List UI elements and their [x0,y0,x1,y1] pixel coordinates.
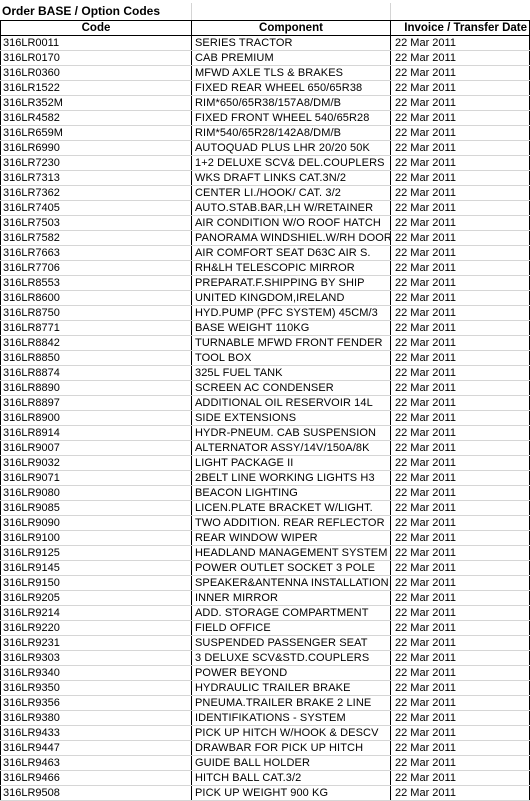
cell-code[interactable]: 316LR9090 [1,516,192,531]
cell-component[interactable]: POWER BEYOND [192,666,391,681]
cell-date[interactable]: 22 Mar 2011 [391,771,530,786]
cell-component[interactable]: ADD. STORAGE COMPARTMENT [192,606,391,621]
cell-component[interactable]: HYDRAULIC TRAILER BRAKE [192,681,391,696]
cell-code[interactable]: 316LR9303 [1,651,192,666]
cell-date[interactable]: 22 Mar 2011 [391,396,530,411]
cell-date[interactable]: 22 Mar 2011 [391,501,530,516]
cell-date[interactable]: 22 Mar 2011 [391,141,530,156]
table-row [1,651,530,666]
cell-date[interactable]: 22 Mar 2011 [391,126,530,141]
cell-component[interactable]: POWER OUTLET SOCKET 3 POLE [192,561,391,576]
cell-date[interactable]: 22 Mar 2011 [391,726,530,741]
cell-component[interactable]: IDENTIFIKATIONS - SYSTEM [192,711,391,726]
cell-component[interactable]: AUTO.STAB.BAR,LH W/RETAINER [192,201,391,216]
cell-component[interactable]: 1+2 DELUXE SCV& DEL.COUPLERS [192,156,391,171]
cell-code[interactable]: 316LR8553 [1,276,192,291]
table-row [1,396,530,411]
header-row [1,21,530,36]
cell-date[interactable]: 22 Mar 2011 [391,276,530,291]
cell-component[interactable]: RIM*540/65R28/142A8/DM/B [192,126,391,141]
cell-date[interactable]: 22 Mar 2011 [391,441,530,456]
cell-component[interactable]: DRAWBAR FOR PICK UP HITCH [192,741,391,756]
cell-component[interactable]: BEACON LIGHTING [192,486,391,501]
cell-code[interactable]: 316LR0170 [1,51,192,66]
cell-code[interactable]: 316LR659M [1,126,192,141]
table-row [1,531,530,546]
cell-component[interactable]: 3 DELUXE SCV&STD.COUPLERS [192,651,391,666]
option-codes-table [0,20,530,801]
cell-code[interactable]: 316LR9080 [1,486,192,501]
cell-code[interactable]: 316LR8750 [1,306,192,321]
cell-code[interactable]: 316LR7503 [1,216,192,231]
cell-code[interactable]: 316LR7405 [1,201,192,216]
cell-component[interactable]: RH&LH TELESCOPIC MIRROR [192,261,391,276]
cell-date[interactable]: 22 Mar 2011 [391,381,530,396]
cell-component[interactable]: AIR COMFORT SEAT D63C AIR S. [192,246,391,261]
table-row [1,726,530,741]
cell-code[interactable]: 316LR1522 [1,81,192,96]
table-row [1,66,530,81]
table-row [1,441,530,456]
table-row [1,186,530,201]
cell-component[interactable]: WKS DRAFT LINKS CAT.3N/2 [192,171,391,186]
cell-component[interactable]: MFWD AXLE TLS & BRAKES [192,66,391,81]
cell-date[interactable]: 22 Mar 2011 [391,561,530,576]
cell-code[interactable]: 316LR9380 [1,711,192,726]
cell-date[interactable]: 22 Mar 2011 [391,456,530,471]
cell-code[interactable]: 316LR9071 [1,471,192,486]
table-row [1,336,530,351]
table-row [1,786,530,801]
table-row [1,591,530,606]
cell-date[interactable]: 22 Mar 2011 [391,291,530,306]
table-row [1,201,530,216]
cell-code[interactable]: 316LR9205 [1,591,192,606]
cell-component[interactable]: SERIES TRACTOR [192,36,391,51]
table-row [1,51,530,66]
cell-date[interactable]: 22 Mar 2011 [391,321,530,336]
cell-component[interactable]: TOOL BOX [192,351,391,366]
cell-date[interactable]: 22 Mar 2011 [391,36,530,51]
cell-date[interactable]: 22 Mar 2011 [391,66,530,81]
cell-component[interactable]: PICK UP WEIGHT 900 KG [192,786,391,801]
cell-date[interactable]: 22 Mar 2011 [391,681,530,696]
table-row [1,636,530,651]
cell-component[interactable]: BASE WEIGHT 110KG [192,321,391,336]
cell-code[interactable]: 316LR8874 [1,366,192,381]
table-row [1,456,530,471]
table-row [1,171,530,186]
table-row [1,411,530,426]
table-row [1,366,530,381]
cell-date[interactable]: 22 Mar 2011 [391,111,530,126]
cell-code[interactable]: 316LR7582 [1,231,192,246]
gridline [191,3,192,20]
cell-code[interactable]: 316LR7362 [1,186,192,201]
title-row [0,3,529,20]
cell-date[interactable]: 22 Mar 2011 [391,171,530,186]
table-row [1,711,530,726]
cell-component[interactable]: LICEN.PLATE BRACKET W/LIGHT. [192,501,391,516]
cell-component[interactable]: SUSPENDED PASSENGER SEAT [192,636,391,651]
cell-code[interactable]: 316LR9466 [1,771,192,786]
cell-date[interactable]: 22 Mar 2011 [391,336,530,351]
cell-date[interactable]: 22 Mar 2011 [391,546,530,561]
cell-code[interactable]: 316LR9356 [1,696,192,711]
cell-component[interactable]: RIM*650/65R38/157A8/DM/B [192,96,391,111]
cell-component[interactable]: AUTOQUAD PLUS LHR 20/20 50K [192,141,391,156]
cell-component[interactable]: 2BELT LINE WORKING LIGHTS H3 [192,471,391,486]
cell-component[interactable]: PANORAMA WINDSHIEL.W/RH DOOR [192,231,391,246]
cell-date[interactable]: 22 Mar 2011 [391,411,530,426]
cell-code[interactable]: 316LR8900 [1,411,192,426]
table-body [1,36,530,801]
cell-code[interactable]: 316LR8914 [1,426,192,441]
cell-date[interactable]: 22 Mar 2011 [391,756,530,771]
cell-code[interactable]: 316LR6990 [1,141,192,156]
cell-component[interactable]: GUIDE BALL HOLDER [192,756,391,771]
cell-component[interactable]: FIELD OFFICE [192,621,391,636]
cell-code[interactable]: 316LR8600 [1,291,192,306]
cell-code[interactable]: 316LR8850 [1,351,192,366]
cell-code[interactable]: 316LR9340 [1,666,192,681]
cell-component[interactable]: SPEAKER&ANTENNA INSTALLATION [192,576,391,591]
cell-date[interactable]: 22 Mar 2011 [391,486,530,501]
table-row [1,351,530,366]
table-row [1,621,530,636]
cell-code[interactable]: 316LR7706 [1,261,192,276]
cell-date[interactable]: 22 Mar 2011 [391,591,530,606]
cell-date[interactable]: 22 Mar 2011 [391,156,530,171]
cell-code[interactable]: 316LR9032 [1,456,192,471]
cell-date[interactable]: 22 Mar 2011 [391,351,530,366]
cell-code[interactable]: 316LR9100 [1,531,192,546]
cell-code[interactable]: 316LR7663 [1,246,192,261]
cell-code[interactable]: 316LR8842 [1,336,192,351]
cell-component[interactable]: AIR CONDITION W/O ROOF HATCH [192,216,391,231]
cell-code[interactable]: 316LR9508 [1,786,192,801]
table-row [1,276,530,291]
table-row [1,231,530,246]
cell-date[interactable]: 22 Mar 2011 [391,231,530,246]
table-row [1,546,530,561]
cell-component[interactable]: CENTER LI./HOOK/ CAT. 3/2 [192,186,391,201]
cell-component[interactable]: FIXED REAR WHEEL 650/65R38 [192,81,391,96]
cell-code[interactable]: 316LR8890 [1,381,192,396]
cell-date[interactable]: 22 Mar 2011 [391,621,530,636]
table-row [1,741,530,756]
cell-date[interactable]: 22 Mar 2011 [391,81,530,96]
cell-code[interactable]: 316LR9145 [1,561,192,576]
cell-date[interactable]: 22 Mar 2011 [391,261,530,276]
cell-component[interactable]: REAR WINDOW WIPER [192,531,391,546]
table-row [1,681,530,696]
table-row [1,81,530,96]
cell-date[interactable]: 22 Mar 2011 [391,471,530,486]
cell-component[interactable]: ADDITIONAL OIL RESERVOIR 14L [192,396,391,411]
cell-date[interactable]: 22 Mar 2011 [391,366,530,381]
cell-date[interactable]: 22 Mar 2011 [391,576,530,591]
cell-component[interactable]: HYDR-PNEUM. CAB SUSPENSION [192,426,391,441]
cell-date[interactable]: 22 Mar 2011 [391,516,530,531]
cell-component[interactable]: HYD.PUMP (PFC SYSTEM) 45CM/3 [192,306,391,321]
table-row [1,141,530,156]
cell-component[interactable]: LIGHT PACKAGE II [192,456,391,471]
cell-date[interactable]: 22 Mar 2011 [391,786,530,801]
table-row [1,501,530,516]
table-row [1,126,530,141]
cell-component[interactable]: ALTERNATOR ASSY/14V/150A/8K [192,441,391,456]
table-row [1,36,530,51]
cell-component[interactable]: 325L FUEL TANK [192,366,391,381]
cell-component[interactable]: PNEUMA.TRAILER BRAKE 2 LINE [192,696,391,711]
table-row [1,306,530,321]
cell-component[interactable]: PICK UP HITCH W/HOOK & DESCV [192,726,391,741]
cell-date[interactable]: 22 Mar 2011 [391,636,530,651]
cell-component[interactable]: HEADLAND MANAGEMENT SYSTEM [192,546,391,561]
cell-date[interactable]: 22 Mar 2011 [391,651,530,666]
cell-code[interactable]: 316LR8771 [1,321,192,336]
cell-component[interactable]: SCREEN AC CONDENSER [192,381,391,396]
table-row [1,756,530,771]
cell-code[interactable]: 316LR9007 [1,441,192,456]
cell-code[interactable]: 316LR9231 [1,636,192,651]
cell-code[interactable]: 316LR9085 [1,501,192,516]
table-row [1,576,530,591]
cell-code[interactable]: 316LR9433 [1,726,192,741]
cell-date[interactable]: 22 Mar 2011 [391,51,530,66]
cell-code[interactable]: 316LR352M [1,96,192,111]
cell-date[interactable]: 22 Mar 2011 [391,606,530,621]
cell-code[interactable]: 316LR9214 [1,606,192,621]
cell-code[interactable]: 316LR9350 [1,681,192,696]
cell-component[interactable]: TURNABLE MFWD FRONT FENDER [192,336,391,351]
cell-code[interactable]: 316LR7313 [1,171,192,186]
header-code[interactable]: Code [1,21,192,36]
table-row [1,516,530,531]
cell-code[interactable]: 316LR0011 [1,36,192,51]
table-row [1,246,530,261]
cell-date[interactable]: 22 Mar 2011 [391,666,530,681]
table-row [1,771,530,786]
table-row [1,471,530,486]
cell-component[interactable]: UNITED KINGDOM,IRELAND [192,291,391,306]
table-row [1,261,530,276]
cell-date[interactable]: 22 Mar 2011 [391,531,530,546]
table-row [1,426,530,441]
table-row [1,156,530,171]
cell-code[interactable]: 316LR9220 [1,621,192,636]
sheet-title: Order BASE / Option Codes [2,4,161,18]
gridline [390,3,391,20]
cell-component[interactable]: PREPARAT.F.SHIPPING BY SHIP [192,276,391,291]
table-row [1,381,530,396]
cell-code[interactable]: 316LR4582 [1,111,192,126]
cell-component[interactable]: SIDE EXTENSIONS [192,411,391,426]
header-component[interactable]: Component [192,21,391,36]
cell-component[interactable]: INNER MIRROR [192,591,391,606]
cell-date[interactable]: 22 Mar 2011 [391,216,530,231]
header-date[interactable]: Invoice / Transfer Date [391,21,530,36]
cell-code[interactable]: 316LR7230 [1,156,192,171]
cell-date[interactable]: 22 Mar 2011 [391,306,530,321]
cell-date[interactable]: 22 Mar 2011 [391,741,530,756]
cell-date[interactable]: 22 Mar 2011 [391,96,530,111]
cell-date[interactable]: 22 Mar 2011 [391,201,530,216]
table-row [1,666,530,681]
cell-code[interactable]: 316LR9150 [1,576,192,591]
cell-date[interactable]: 22 Mar 2011 [391,711,530,726]
table-row [1,561,530,576]
cell-component[interactable]: HITCH BALL CAT.3/2 [192,771,391,786]
cell-date[interactable]: 22 Mar 2011 [391,696,530,711]
table-row [1,291,530,306]
cell-component[interactable]: FIXED FRONT WHEEL 540/65R28 [192,111,391,126]
cell-code[interactable]: 316LR9125 [1,546,192,561]
cell-date[interactable]: 22 Mar 2011 [391,426,530,441]
cell-date[interactable]: 22 Mar 2011 [391,186,530,201]
table-row [1,696,530,711]
table-row [1,486,530,501]
table-row [1,606,530,621]
table-row [1,216,530,231]
cell-component[interactable]: TWO ADDITION. REAR REFLECTOR [192,516,391,531]
table-row [1,111,530,126]
cell-code[interactable]: 316LR0360 [1,66,192,81]
cell-code[interactable]: 316LR9463 [1,756,192,771]
cell-code[interactable]: 316LR9447 [1,741,192,756]
cell-code[interactable]: 316LR8897 [1,396,192,411]
table-row [1,96,530,111]
cell-date[interactable]: 22 Mar 2011 [391,246,530,261]
table-row [1,321,530,336]
cell-component[interactable]: CAB PREMIUM [192,51,391,66]
